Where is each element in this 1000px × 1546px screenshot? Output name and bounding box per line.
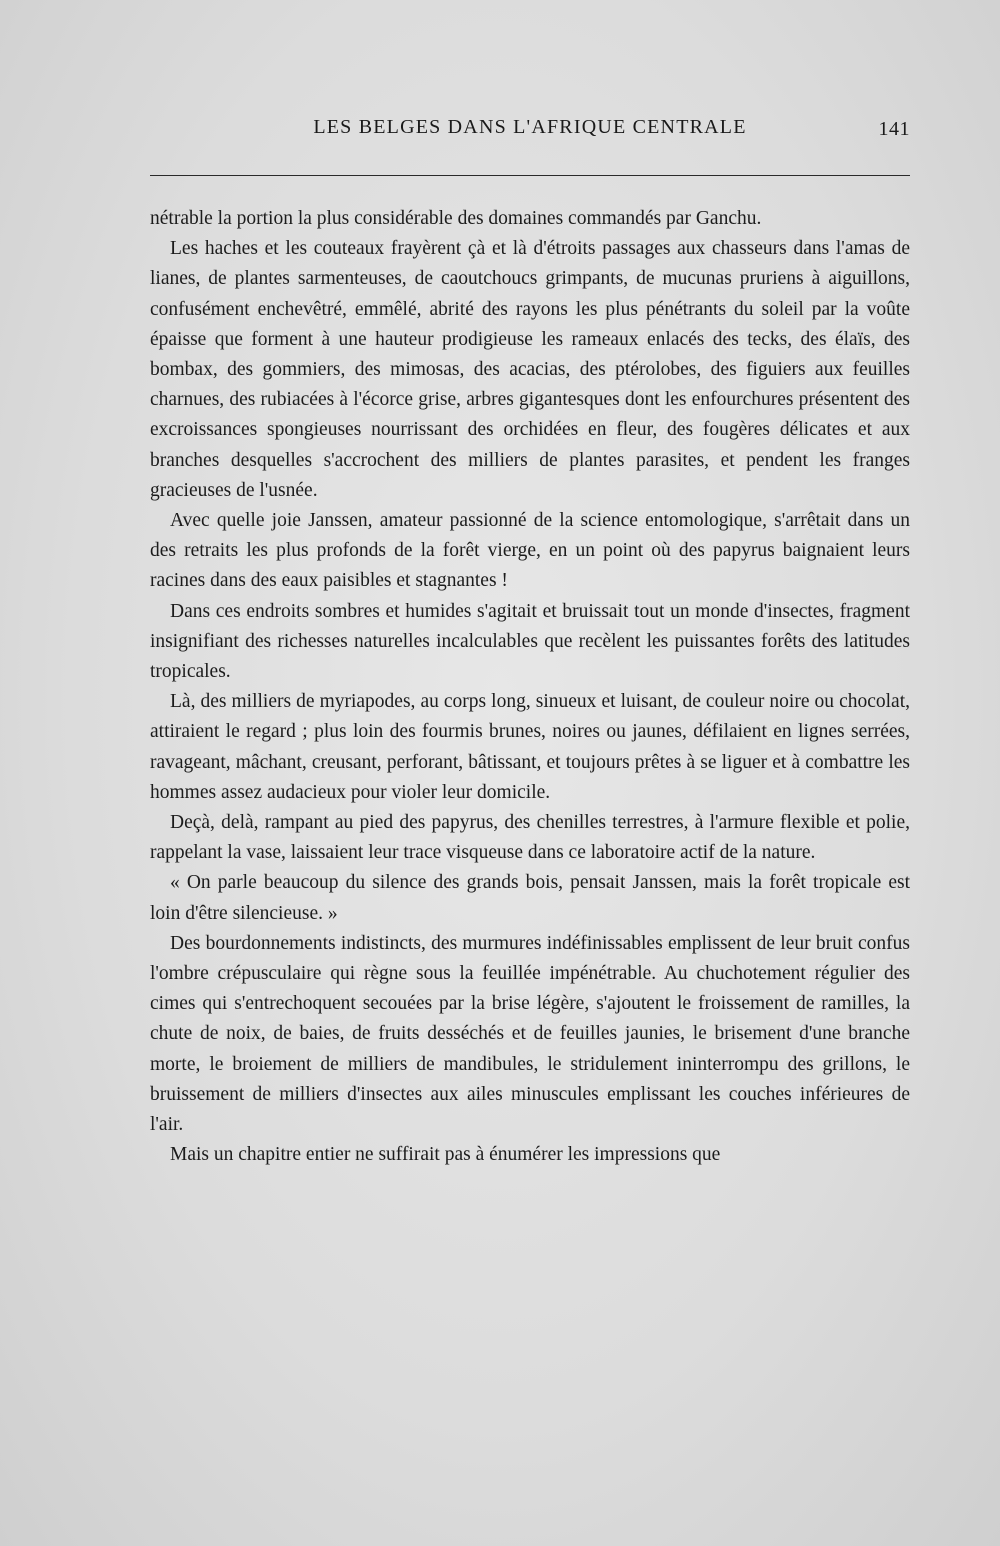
body-text [150, 204, 910, 1171]
header-rule [150, 175, 910, 176]
paragraph: Dans ces endroits sombres et humides s'agitait et bruissait tout un monde d'insectes, fragment insignifiant des richesses naturelles incalculables que recèlent les puissantes forêts des latitudes tropicales. [150, 600, 910, 683]
paragraph: « On parle beaucoup du silence des grands bois, pensait Janssen, mais la forêt tropicale est loin d'être silencieuse. » [150, 872, 910, 924]
paragraph: Deçà, delà, rampant au pied des papyrus, des chenilles terrestres, à l'armure flexible et polie, rappelant la vase, laissaient leur trace visqueuse dans ce laboratoire actif de la nature. [150, 812, 910, 864]
paragraph: Là, des milliers de myriapodes, au corps long, sinueux et luisant, de couleur noire ou chocolat, attiraient le regard ; plus loin des fourmis brunes, noires ou jaunes, défilaient en lignes serrées, ravageant, mâchant, creusant, perforant, bâtissant, et toujours prêtes à se liguer et à combattre les hommes assez audacieux pour violer leur domicile. [150, 691, 910, 803]
running-title: LES BELGES DANS L'AFRIQUE CENTRALE [313, 116, 747, 138]
paragraph: Les haches et les couteaux frayèrent çà et là d'étroits passages aux chasseurs dans l'amas de lianes, de plantes sarmenteuses, de caoutchoucs grimpants, de mucunas pruriens à aiguillons, confusément enchevêtré, emmêlé, abrité des rayons les plus pénétrants du soleil par la voûte épaisse que forment à une hauteur prodigieuse les rameaux enlacés des tecks, des élaïs, des bombax, des gommiers, des mimosas, des acacias, des ptérolobes, des figuiers aux feuilles charnues, des rubiacées à l'écorce grise, arbres gigantesques dont les enfourchures présentent des excroissances spongieuses nourrissant des orchidées en fleur, des fougères délicates et aux branches desquelles s'accrochent des milliers de plantes parasites, et pendent les franges gracieuses de l'usnée. [150, 238, 910, 501]
paragraph: Avec quelle joie Janssen, amateur passionné de la science entomologique, s'arrêtait dans un des retraits les plus profonds de la forêt vierge, en un point où des papyrus baignaient leurs racines dans des eaux paisibles et stagnantes ! [150, 510, 910, 592]
page-number: 141 [878, 118, 910, 140]
paragraph: nétrable la portion la plus considérable des domaines commandés par Ganchu. [150, 208, 762, 229]
running-head [150, 116, 910, 146]
paragraph: Mais un chapitre entier ne suffirait pas à énumérer les impressions que [170, 1144, 721, 1166]
paragraph: Des bourdonnements indistincts, des murmures indéfinissables emplissent de leur bruit confus l'ombre crépusculaire qui règne sous la feuillée impénétrable. Au chuchotement régulier des cimes qui s'entrechoquent secouées par la brise légère, s'ajoutent le froissement de ramilles, la chute de noix, de baies, de fruits desséchés et de feuilles jaunies, le brisement d'une branche morte, le broiement de milliers de mandibules, le stridulement ininterrompu des grillons, le bruissement de milliers d'insectes aux ailes minuscules emplissant les couches inférieures de l'air. [150, 932, 910, 1136]
